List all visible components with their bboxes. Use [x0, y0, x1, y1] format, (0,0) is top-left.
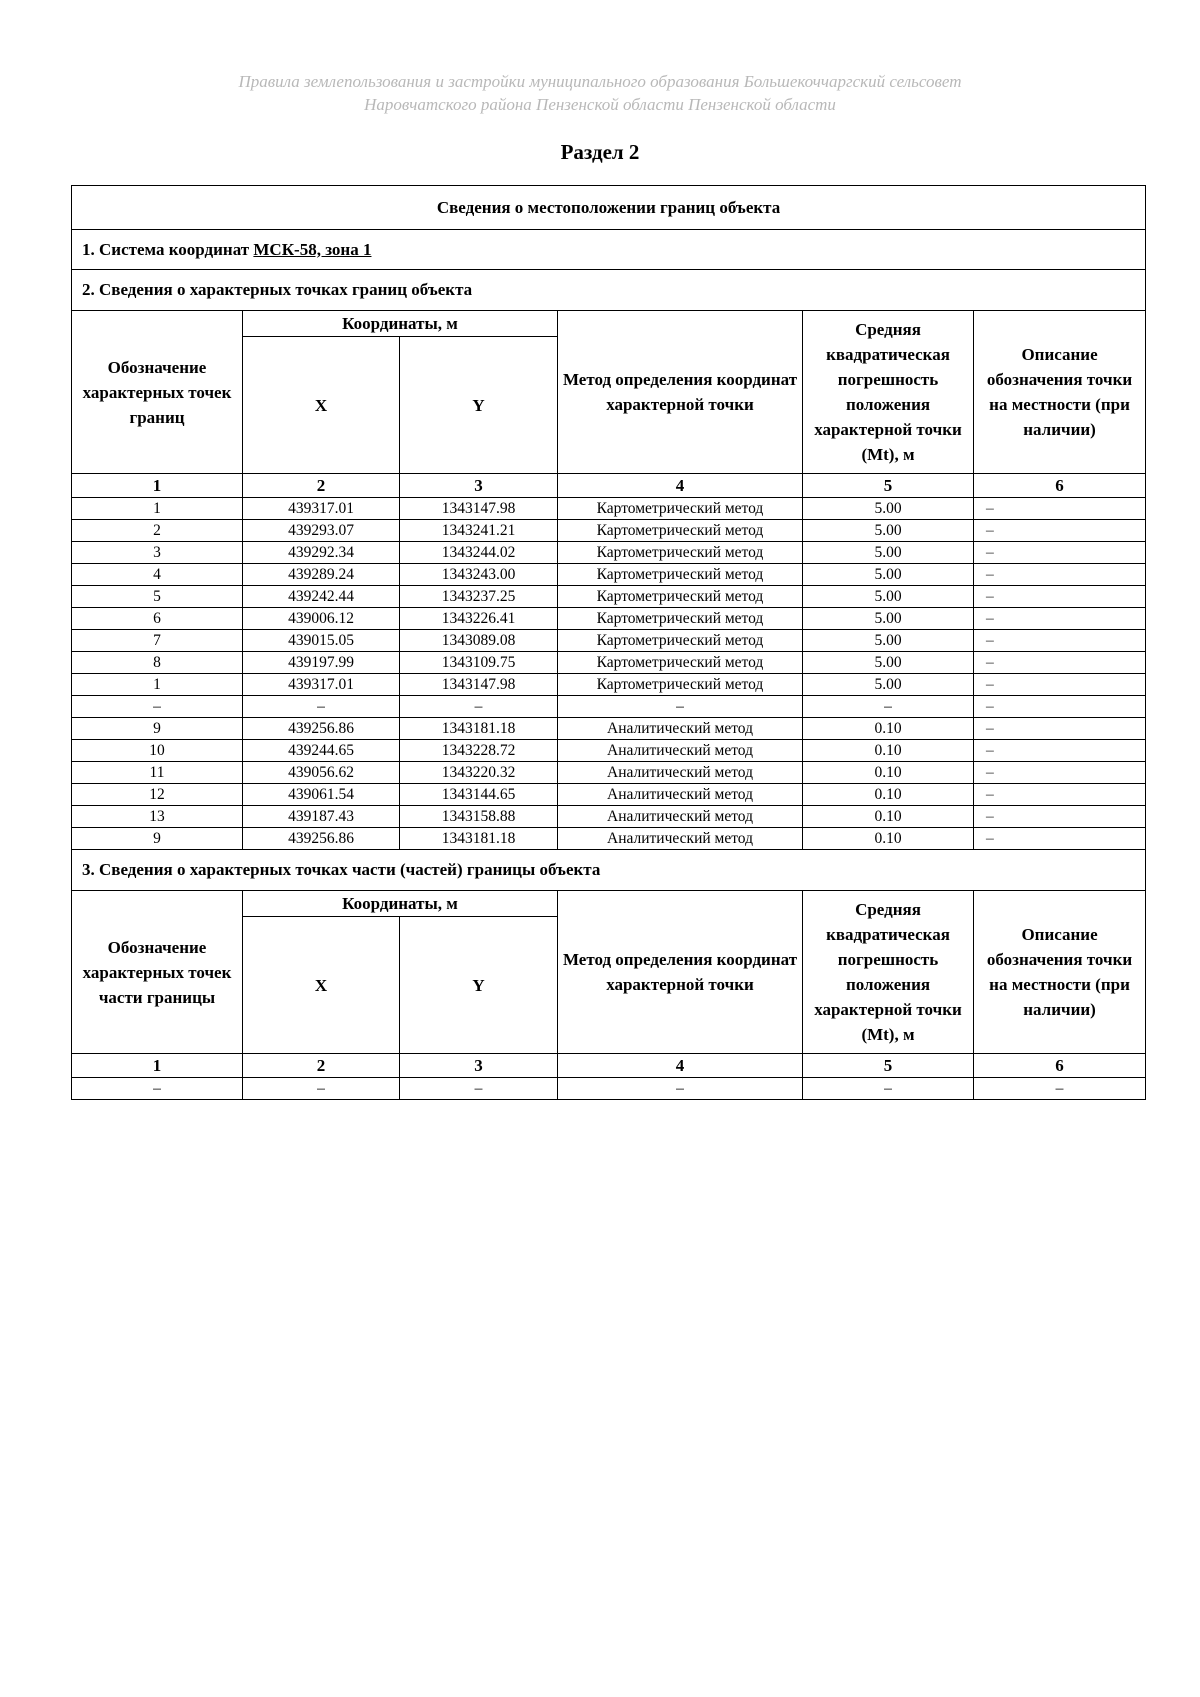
header-y: Y — [400, 337, 558, 474]
point-id-cell: 10 — [72, 740, 243, 762]
col-number: 1 — [72, 1054, 243, 1078]
table-row — [72, 608, 1146, 630]
error-cell: 0.10 — [803, 806, 974, 828]
x-cell: – — [243, 696, 400, 718]
header-line-1: Правила землепользования и застройки муниципального образования Большекоччаргский сельсовет — [238, 72, 962, 91]
header-method: Метод определения координат характерной точки — [558, 891, 803, 1054]
x-cell: 439242.44 — [243, 586, 400, 608]
description-cell: – — [974, 674, 1146, 696]
description-cell: – — [974, 806, 1146, 828]
error-cell: 0.10 — [803, 718, 974, 740]
y-cell: 1343244.02 — [400, 542, 558, 564]
point-id-cell: 7 — [72, 630, 243, 652]
y-cell: – — [400, 1078, 558, 1100]
header-desc: Описание обозначения точки на местности (при наличии) — [974, 311, 1146, 474]
method-cell: Картометрический метод — [558, 652, 803, 674]
x-cell: 439187.43 — [243, 806, 400, 828]
x-cell: 439006.12 — [243, 608, 400, 630]
col-number: 1 — [72, 474, 243, 498]
section-title: Раздел 2 — [560, 140, 640, 164]
error-cell: 5.00 — [803, 564, 974, 586]
method-cell: Картометрический метод — [558, 608, 803, 630]
col-number: 2 — [243, 474, 400, 498]
method-cell: Картометрический метод — [558, 564, 803, 586]
method-cell: Картометрический метод — [558, 674, 803, 696]
table-row — [72, 828, 1146, 850]
table-row — [72, 784, 1146, 806]
point-id-cell: – — [72, 1078, 243, 1100]
x-cell: 439317.01 — [243, 674, 400, 696]
y-cell: 1343228.72 — [400, 740, 558, 762]
description-cell: – — [974, 1078, 1146, 1100]
point-id-cell: – — [72, 696, 243, 718]
x-cell: 439317.01 — [243, 498, 400, 520]
header-col1: Обозначение характерных точек границ — [72, 311, 243, 474]
method-cell: Аналитический метод — [558, 806, 803, 828]
col-number: 3 — [400, 1054, 558, 1078]
method-cell: Картометрический метод — [558, 520, 803, 542]
description-cell: – — [974, 718, 1146, 740]
y-cell: 1343237.25 — [400, 586, 558, 608]
col-number: 6 — [974, 1054, 1146, 1078]
point-id-cell: 9 — [72, 828, 243, 850]
error-cell: 0.10 — [803, 784, 974, 806]
header-line-2: Наровчатского района Пензенской области Пензенской области — [364, 95, 836, 114]
x-cell: 439061.54 — [243, 784, 400, 806]
method-cell: Картометрический метод — [558, 498, 803, 520]
header-y: Y — [400, 917, 558, 1054]
header-x: X — [243, 917, 400, 1054]
header-x: X — [243, 337, 400, 474]
description-cell: – — [974, 762, 1146, 784]
col-number: 3 — [400, 474, 558, 498]
error-cell: – — [803, 696, 974, 718]
method-cell: Аналитический метод — [558, 828, 803, 850]
point-id-cell: 8 — [72, 652, 243, 674]
x-cell: 439293.07 — [243, 520, 400, 542]
method-cell: Аналитический метод — [558, 784, 803, 806]
x-cell: 439292.34 — [243, 542, 400, 564]
table-row — [72, 806, 1146, 828]
table-row — [72, 652, 1146, 674]
error-cell: 5.00 — [803, 520, 974, 542]
x-cell: – — [243, 1078, 400, 1100]
description-cell: – — [974, 542, 1146, 564]
method-cell: Аналитический метод — [558, 762, 803, 784]
table-title: Сведения о местоположении границ объекта — [72, 186, 1146, 230]
part3-title: 3. Сведения о характерных точках части (частей) границы объекта — [72, 850, 1146, 891]
header-coords: Координаты, м — [243, 311, 558, 337]
point-id-cell: 11 — [72, 762, 243, 784]
table-row — [72, 564, 1146, 586]
table-row — [72, 740, 1146, 762]
col-number: 4 — [558, 474, 803, 498]
y-cell: – — [400, 696, 558, 718]
error-cell: 5.00 — [803, 630, 974, 652]
table-row — [72, 1078, 1146, 1100]
table-row — [72, 586, 1146, 608]
table-row — [72, 696, 1146, 718]
column-numbers-row — [72, 1054, 1146, 1078]
col-number: 5 — [803, 474, 974, 498]
error-cell: 5.00 — [803, 542, 974, 564]
y-cell: 1343158.88 — [400, 806, 558, 828]
col-number: 4 — [558, 1054, 803, 1078]
description-cell: – — [974, 828, 1146, 850]
description-cell: – — [974, 564, 1146, 586]
error-cell: 0.10 — [803, 828, 974, 850]
x-cell: 439256.86 — [243, 828, 400, 850]
description-cell: – — [974, 740, 1146, 762]
description-cell: – — [974, 652, 1146, 674]
table-row — [72, 762, 1146, 784]
y-cell: 1343144.65 — [400, 784, 558, 806]
y-cell: 1343089.08 — [400, 630, 558, 652]
x-cell: 439197.99 — [243, 652, 400, 674]
error-cell: 5.00 — [803, 586, 974, 608]
error-cell: 5.00 — [803, 652, 974, 674]
coord-system-label: 1. Система координат — [82, 239, 254, 259]
error-cell: 5.00 — [803, 608, 974, 630]
error-cell: 5.00 — [803, 674, 974, 696]
point-id-cell: 9 — [72, 718, 243, 740]
x-cell: 439256.86 — [243, 718, 400, 740]
col-number: 6 — [974, 474, 1146, 498]
x-cell: 439244.65 — [243, 740, 400, 762]
method-cell: Картометрический метод — [558, 542, 803, 564]
y-cell: 1343181.18 — [400, 828, 558, 850]
method-cell: Аналитический метод — [558, 740, 803, 762]
y-cell: 1343147.98 — [400, 674, 558, 696]
coord-system-row — [72, 230, 1146, 270]
header-error: Средняя квадратическая погрешность положения характерной точки (Mt), м — [803, 311, 974, 474]
y-cell: 1343243.00 — [400, 564, 558, 586]
part2-title: 2. Сведения о характерных точках границ объекта — [72, 270, 1146, 311]
point-id-cell: 6 — [72, 608, 243, 630]
header-error: Средняя квадратическая погрешность положения характерной точки (Mt), м — [803, 891, 974, 1054]
table-row — [72, 542, 1146, 564]
y-cell: 1343241.21 — [400, 520, 558, 542]
table-row — [72, 630, 1146, 652]
error-cell: 5.00 — [803, 498, 974, 520]
header-method: Метод определения координат характерной точки — [558, 311, 803, 474]
method-cell: Картометрический метод — [558, 586, 803, 608]
col-number: 2 — [243, 1054, 400, 1078]
point-id-cell: 2 — [72, 520, 243, 542]
description-cell: – — [974, 630, 1146, 652]
table-row — [72, 674, 1146, 696]
document-header — [0, 70, 1200, 116]
error-cell: 0.10 — [803, 740, 974, 762]
point-id-cell: 1 — [72, 498, 243, 520]
description-cell: – — [974, 784, 1146, 806]
point-id-cell: 3 — [72, 542, 243, 564]
header-coords: Координаты, м — [243, 891, 558, 917]
description-cell: – — [974, 608, 1146, 630]
y-cell: 1343181.18 — [400, 718, 558, 740]
y-cell: 1343226.41 — [400, 608, 558, 630]
column-numbers-row — [72, 474, 1146, 498]
header-col1-part: Обозначение характерных точек части границы — [72, 891, 243, 1054]
table-row — [72, 498, 1146, 520]
x-cell: 439289.24 — [243, 564, 400, 586]
boundary-table — [71, 185, 1146, 1100]
description-cell: – — [974, 498, 1146, 520]
description-cell: – — [974, 520, 1146, 542]
y-cell: 1343109.75 — [400, 652, 558, 674]
table-row — [72, 718, 1146, 740]
x-cell: 439056.62 — [243, 762, 400, 784]
header-desc: Описание обозначения точки на местности (при наличии) — [974, 891, 1146, 1054]
point-id-cell: 4 — [72, 564, 243, 586]
col-number: 5 — [803, 1054, 974, 1078]
method-cell: – — [558, 1078, 803, 1100]
error-cell: 0.10 — [803, 762, 974, 784]
point-id-cell: 13 — [72, 806, 243, 828]
y-cell: 1343147.98 — [400, 498, 558, 520]
method-cell: – — [558, 696, 803, 718]
point-id-cell: 1 — [72, 674, 243, 696]
table-row — [72, 520, 1146, 542]
method-cell: Аналитический метод — [558, 718, 803, 740]
description-cell: – — [974, 586, 1146, 608]
error-cell: – — [803, 1078, 974, 1100]
x-cell: 439015.05 — [243, 630, 400, 652]
coord-system-value: МСК-58, зона 1 — [253, 239, 372, 259]
method-cell: Картометрический метод — [558, 630, 803, 652]
description-cell: – — [974, 696, 1146, 718]
point-id-cell: 5 — [72, 586, 243, 608]
y-cell: 1343220.32 — [400, 762, 558, 784]
point-id-cell: 12 — [72, 784, 243, 806]
